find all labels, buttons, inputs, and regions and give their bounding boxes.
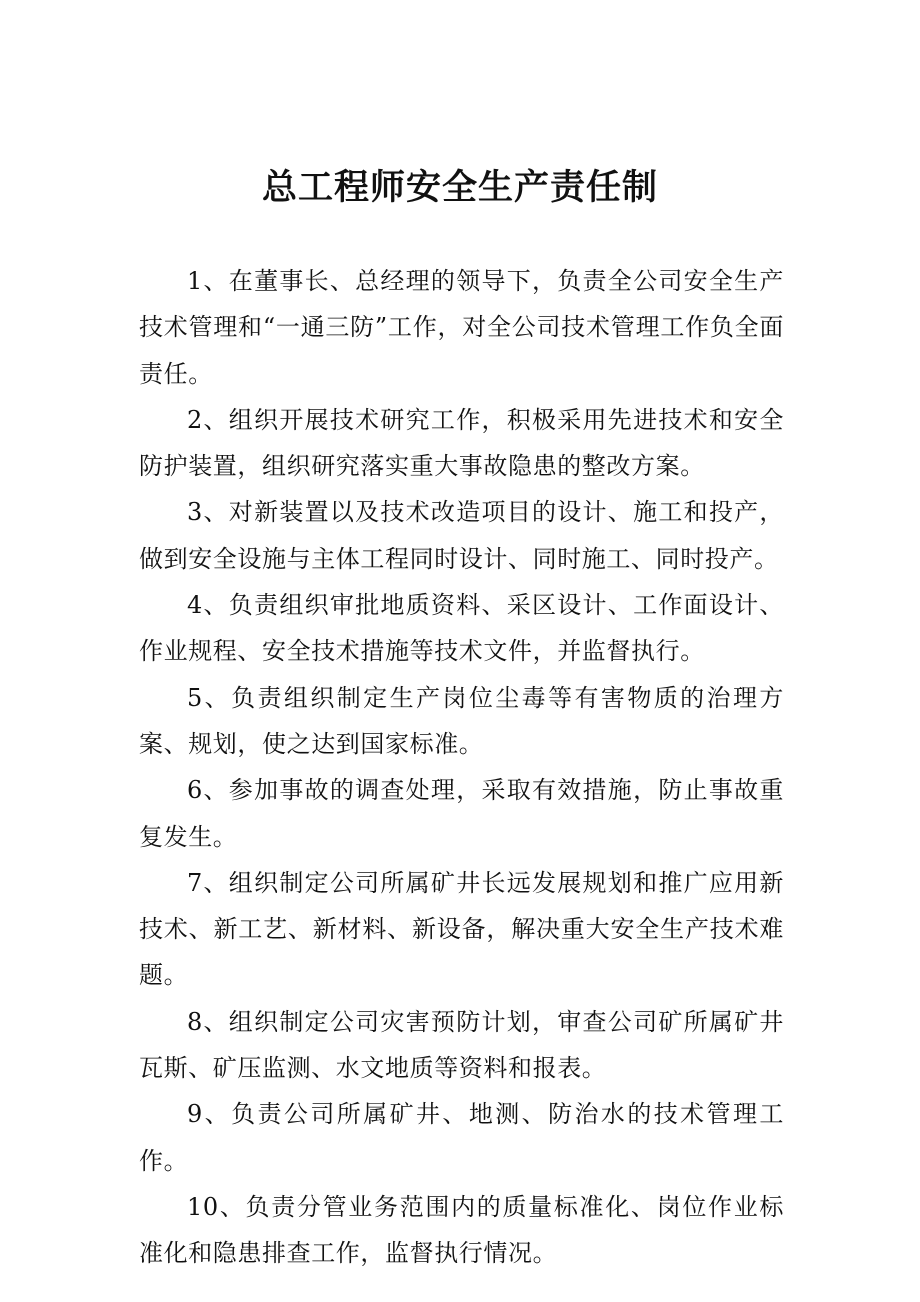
paragraph-2: 2、组织开展技术研究工作，积极采用先进技术和安全防护装置，组织研究落实重大事故隐患的整改方案。 — [139, 405, 784, 481]
paragraph-8: 8、组织制定公司灾害预防计划，审查公司矿所属矿井瓦斯、矿压监测、水文地质等资料和报表。 — [139, 1007, 784, 1083]
paragraph-1: 1、在董事长、总经理的领导下，负责全公司安全生产技术管理和“一通三防”工作，对全公司技术管理工作负全面责任。 — [139, 267, 784, 388]
paragraph-10: 10、负责分管业务范围内的质量标准化、岗位作业标准化和隐患排查工作，监督执行情况。 — [139, 1192, 784, 1268]
paragraph-7: 7、组织制定公司所属矿井长远发展规划和推广应用新技术、新工艺、新材料、新设备，解决重大安全生产技术难题。 — [139, 868, 784, 990]
paragraph-3: 3、对新装置以及技术改造项目的设计、施工和投产，做到安全设施与主体工程同时设计、同时施工、同时投产。 — [139, 498, 784, 573]
page-title: 总工程师安全生产责任制 — [261, 167, 658, 208]
paragraph-4: 4、负责组织审批地质资料、采区设计、工作面设计、作业规程、安全技术措施等技术文件，并监督执行。 — [139, 591, 784, 666]
paragraph-6: 6、参加事故的调查处理，采取有效措施，防止事故重复发生。 — [139, 776, 784, 851]
paragraph-9: 9、负责公司所属矿井、地测、防治水的技术管理工作。 — [139, 1100, 784, 1175]
paragraph-5: 5、负责组织制定生产岗位尘毒等有害物质的治理方案、规划，使之达到国家标准。 — [139, 683, 784, 758]
document-body — [139, 258, 784, 1277]
